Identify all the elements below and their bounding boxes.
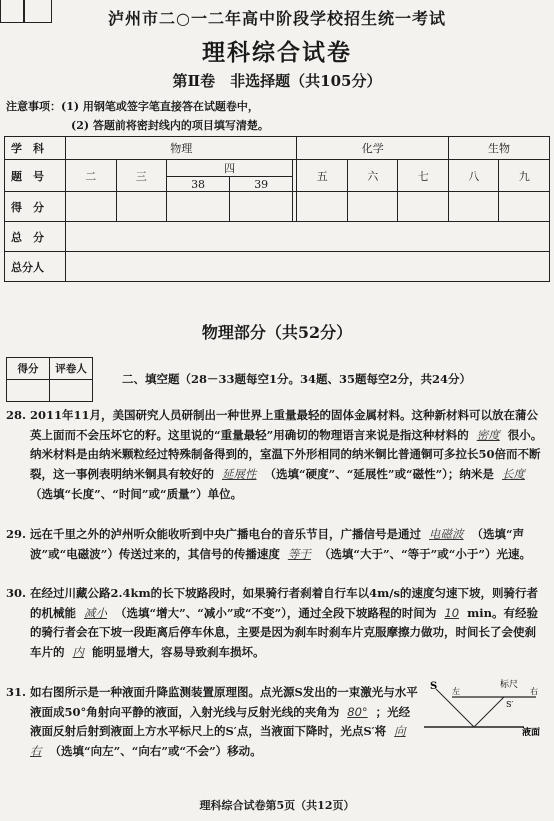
score-cell[interactable]: [66, 192, 117, 222]
image-point-label: S′: [506, 700, 514, 709]
question-text: 在经过川藏公路2.4km的长下坡路段时，如果骑行者刹着自行车以4m/s的速度匀速下坡，则骑行者的机械能: [30, 586, 538, 620]
subject-physics: 物理: [66, 137, 297, 160]
score-cell[interactable]: [398, 192, 449, 222]
question-text: 远在千里之外的泸州听众能收听到中央广播电台的音乐节目，广播信号是通过: [30, 527, 421, 541]
grader-table: [6, 357, 93, 402]
exam-title: 理科综合试卷: [202, 39, 352, 66]
reflected-ray: [474, 697, 504, 727]
surface-label: 液面: [522, 728, 541, 738]
total-cell[interactable]: [66, 222, 550, 252]
question-text: （选填“长度”、“时间”或“质量”）单位。: [30, 486, 243, 501]
question-text: 能明显增大，容易导致刹车损坏。: [92, 645, 265, 660]
question-text: （选填“增大”、“减小”或“不变”），通过全段下坡路程的时间为: [115, 605, 437, 620]
left-label: 左: [452, 687, 460, 696]
grader-name-cell[interactable]: [50, 380, 93, 402]
notes-item-2: (2) 答题前将密封线内的项目填写清楚。: [71, 119, 269, 132]
question-text: （选填“向左”、“向右”或“不会”）移动。: [49, 744, 262, 759]
col-q8: 八: [448, 160, 499, 192]
question-text: 很小。纳米材料是由纳米颗粒经过特殊制备得到的，室温下外形相同的纳米铜比普通铜可多拉长50倍而不断裂，这一事例表明纳米铜具有较好的: [30, 427, 543, 482]
answer-blank[interactable]: 向右: [30, 724, 406, 759]
source-label: S: [430, 681, 438, 692]
page-footer: 理科综合试卷第5页（共12页）: [199, 799, 355, 812]
answer-blank[interactable]: 延展性: [222, 467, 257, 482]
notes-line-1: [6, 98, 259, 114]
answer-blank[interactable]: 密度: [476, 427, 500, 442]
answer-blank[interactable]: 10: [444, 605, 460, 620]
col-q9: 九: [499, 160, 550, 192]
liquid-level-diagram: [424, 677, 550, 747]
answer-blank[interactable]: 内: [72, 645, 84, 660]
question-label: 题 号: [5, 160, 66, 192]
question-29: [6, 525, 546, 564]
question-text: ；光经液面反射后射到液面上方水平标尺上的S′点，当液面下降时，光点S′将: [30, 704, 411, 739]
col-q4: 四: [167, 160, 293, 177]
school-header: 泸州市二○一二年高中阶段学校招生统一考试: [108, 9, 446, 28]
row-total-label: 总 分: [5, 222, 66, 252]
col-q2: 二: [66, 160, 117, 192]
col-q3: 三: [116, 160, 167, 192]
grader-score-cell[interactable]: [7, 380, 50, 402]
col-q39: 39: [230, 177, 293, 192]
grader-score-label: 得分: [7, 358, 50, 380]
question-number: 29.: [6, 527, 27, 541]
score-cell[interactable]: [116, 192, 167, 222]
right-label: 右: [530, 687, 538, 696]
answer-blank[interactable]: 长度: [501, 467, 525, 482]
col-q6: 六: [347, 160, 398, 192]
score-cell[interactable]: [230, 192, 293, 222]
question-text: （选填“大于”、“等于”或“小于”）光速。: [318, 546, 532, 561]
col-q7: 七: [398, 160, 449, 192]
notes-item-1: (1) 用钢笔或签字笔直接答在试题卷中，: [61, 100, 259, 113]
question-text: （选填“声波”或“电磁波”）传送过来的，其信号的传播速度: [30, 527, 525, 561]
col-q38: 38: [167, 177, 230, 192]
score-cell[interactable]: [347, 192, 398, 222]
score-cell[interactable]: [167, 192, 230, 222]
physics-heading: 物理部分（共52分）: [201, 323, 353, 342]
col-q5: 五: [297, 160, 348, 192]
question-31: [6, 683, 418, 762]
scale-label: 标尺: [500, 680, 519, 690]
answer-blank[interactable]: 80°: [347, 704, 368, 719]
question-28: [6, 406, 546, 505]
fill-blank-section-heading: 二、填空题（28－33题每空1分。34题、35题每空2分，共24分）: [122, 372, 472, 386]
question-text: （选填“硬度”、“延展性”或“磁性”）；纳米是: [264, 467, 494, 482]
grader-cell[interactable]: [66, 252, 550, 282]
score-cell[interactable]: [448, 192, 499, 222]
subject-chemistry: 化学: [297, 137, 449, 160]
section-title: 第Ⅱ卷 非选择题（共105分）: [172, 72, 382, 90]
row-score-label: 得 分: [5, 192, 66, 222]
score-cell[interactable]: [499, 192, 550, 222]
question-30: [6, 584, 546, 663]
score-table: [4, 136, 550, 282]
question-number: 31.: [6, 685, 27, 699]
question-text: 2011年11月，美国研究人员研制出一种世界上重量最轻的固体金属材料。这种新材料可以放在蒲公英上面而不会压坏它的籽。这里说的“重量最轻”用确切的物理语言来说是指这种材料的: [30, 408, 539, 442]
answer-blank[interactable]: 减小: [84, 605, 107, 620]
row-grader-label: 总分人: [5, 252, 66, 282]
grader-name-label: 评卷人: [50, 358, 93, 380]
subject-label: 学 科: [5, 137, 66, 160]
question-number: 30.: [6, 586, 27, 600]
subject-biology: 生物: [448, 137, 549, 160]
notes-label: 注意事项：: [6, 100, 61, 113]
answer-blank[interactable]: 电磁波: [429, 527, 464, 541]
question-text: 如右图所示是一种液面升降监测装置原理图。点光源S发出的一束激光与水平液面成50°角射向平静的液面，入射光线与反射光线的夹角为: [30, 685, 418, 719]
question-text: min。有经验的骑行者会在下坡一段距离后停车休息，主要是因为刹车时刹车片克服摩擦力做功，时间长了会使刹车片的: [30, 605, 538, 660]
score-cell[interactable]: [297, 192, 348, 222]
question-number: 28.: [6, 408, 27, 422]
answer-blank[interactable]: 等于: [287, 546, 311, 561]
